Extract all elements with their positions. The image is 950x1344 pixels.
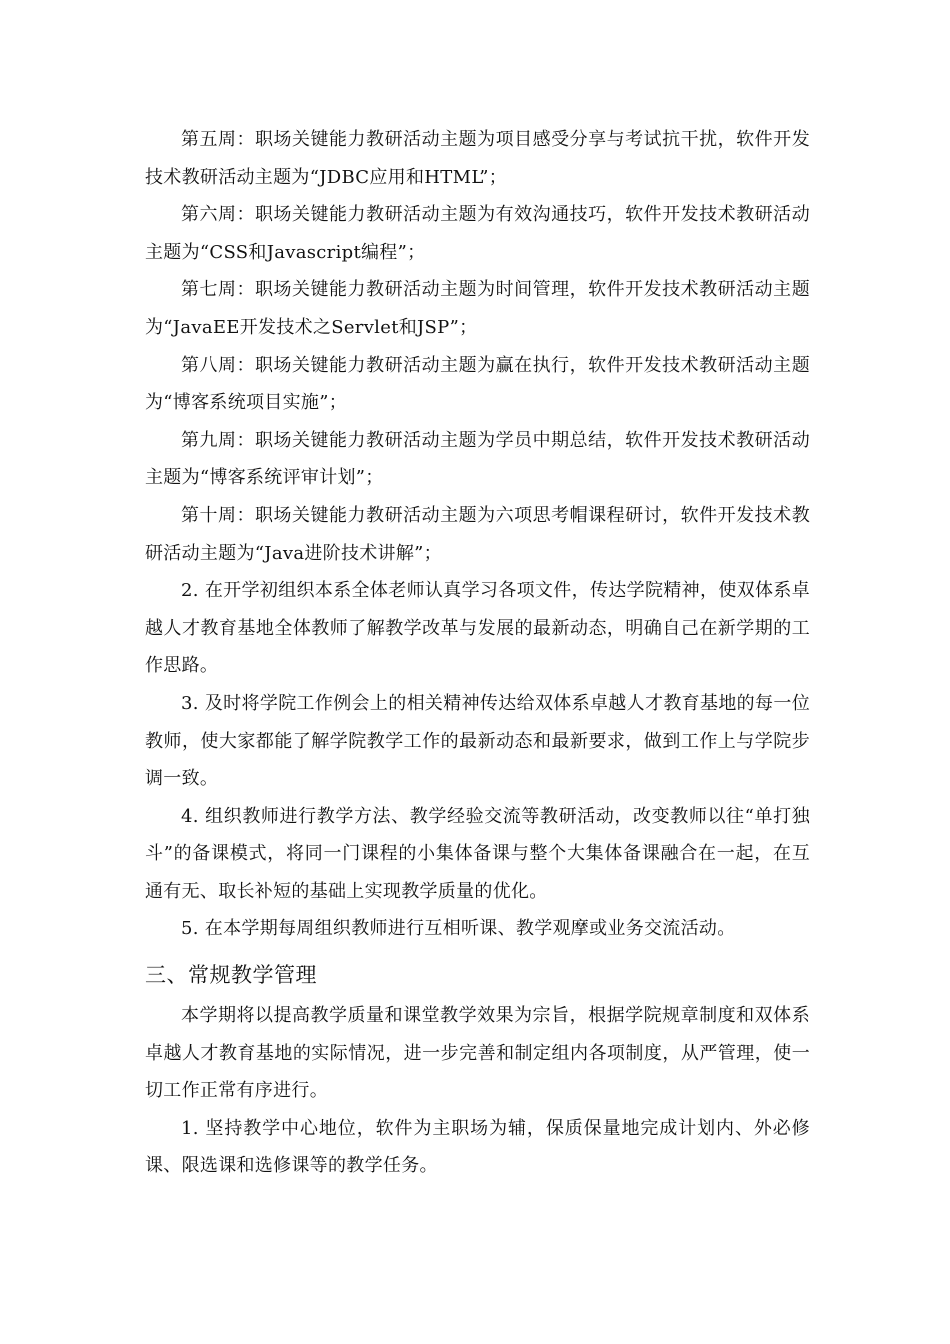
paragraph-week-8: 第八周：职场关键能力教研活动主题为赢在执行，软件开发技术教研活动主题为“博客系统项目实施”；	[145, 354, 810, 414]
paragraph-item-4: 4. 组织教师进行教学方法、教学经验交流等教研活动，改变教师以往“单打独斗”的备课模式，将同一门课程的小集体备课与整个大集体备课融合在一起，在互通有无、取长补短的基础上实现教学质量的优化。	[145, 805, 810, 902]
paragraph-section-item-1: 1. 坚持教学中心地位，软件为主职场为辅，保质保量地完成计划内、外必修课、限选课和选修课等的教学任务。	[145, 1117, 810, 1177]
paragraph-item-5: 5. 在本学期每周组织教师进行互相听课、教学观摩或业务交流活动。	[181, 918, 736, 940]
section-heading: 三、常规教学管理	[145, 963, 317, 988]
paragraph-week-10: 第十周：职场关键能力教研活动主题为六项思考帽课程研讨，软件开发技术教研活动主题为“Java进阶技术讲解”；	[145, 504, 810, 564]
paragraph-week-9: 第九周：职场关键能力教研活动主题为学员中期总结，软件开发技术教研活动主题为“博客系统评审计划”；	[145, 429, 810, 489]
paragraph-item-2: 2. 在开学初组织本系全体老师认真学习各项文件，传达学院精神，使双体系卓越人才教育基地全体教师了解教学改革与发展的最新动态，明确自己在新学期的工作思路。	[145, 580, 810, 677]
document-body	[145, 121, 810, 1185]
paragraph-week-6: 第六周：职场关键能力教研活动主题为有效沟通技巧，软件开发技术教研活动主题为“CSS和Javascript编程”；	[145, 204, 810, 263]
paragraph-week-5: 第五周：职场关键能力教研活动主题为项目感受分享与考试抗干扰，软件开发技术教研活动主题为“JDBC应用和HTML”；	[145, 129, 810, 188]
paragraph-week-7: 第七周：职场关键能力教研活动主题为时间管理，软件开发技术教研活动主题为“JavaEE开发技术之Servlet和JSP”；	[145, 279, 810, 338]
paragraph-item-3: 3. 及时将学院工作例会上的相关精神传达给双体系卓越人才教育基地的每一位教师，使大家都能了解学院教学工作的最新动态和最新要求，做到工作上与学院步调一致。	[145, 692, 810, 790]
paragraph-section-intro: 本学期将以提高教学质量和课堂教学效果为宗旨，根据学院规章制度和双体系卓越人才教育基地的实际情况，进一步完善和制定组内各项制度，从严管理，使一切工作正常有序进行。	[145, 1005, 810, 1102]
